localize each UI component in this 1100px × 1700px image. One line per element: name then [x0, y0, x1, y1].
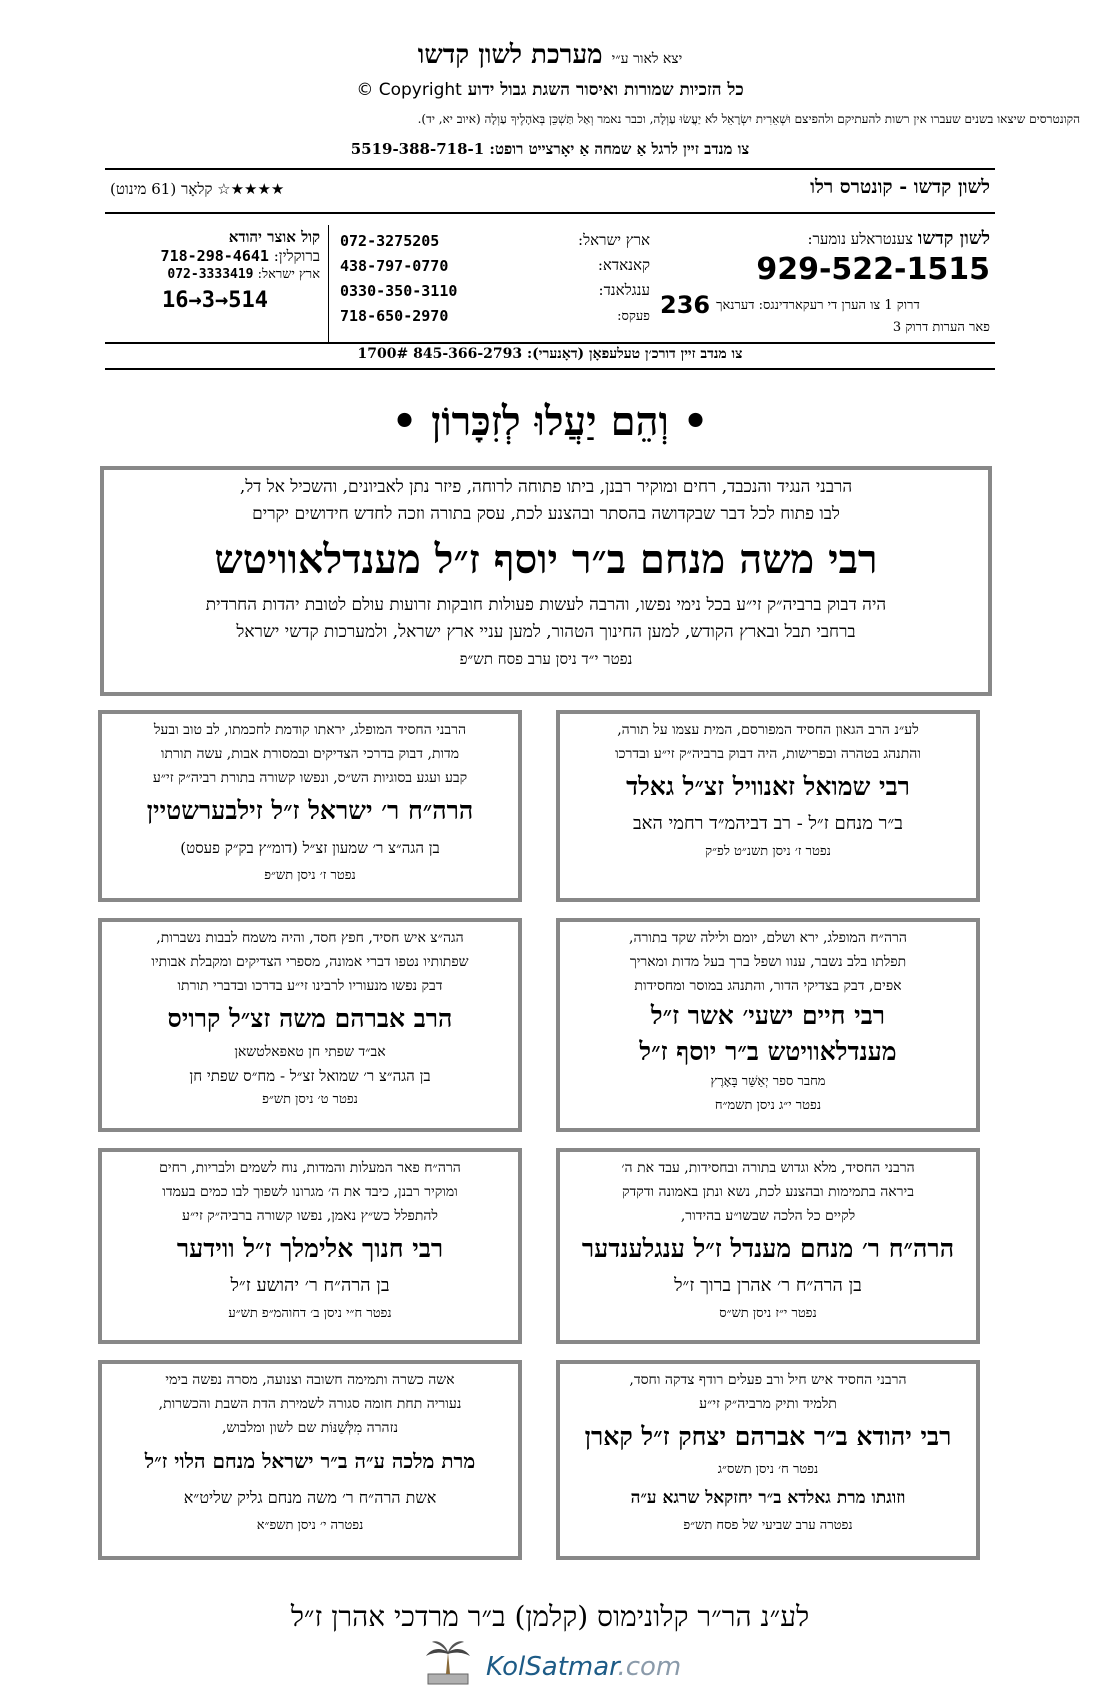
box-name: הרה״ח ר׳ ישראל ז״ל זילבערשטיין [146, 796, 474, 825]
memorial-title: • וְהֵם יַעֲלוּ לְזִכָּרוֹן • [391, 398, 709, 445]
divider [105, 342, 995, 344]
copyright-line [0, 80, 1100, 100]
footer-dedication: לע״נ הר״ר קלונימוס (קלמן) ב״ר מרדכי אהרן ז״ל [290, 1600, 810, 1633]
memorial-text: לבו פתוח לכל דבר שבקדושה בהסתר ובהצנע לכת, עסק בתורה וזכה לחדש חידושים יקרים [252, 504, 840, 524]
rating-text: ★★★★☆ קלאָר (61 מינוט) [110, 180, 285, 198]
memorial-box-glick [98, 1360, 522, 1560]
box-date: נפטר ז׳ ניסן תשנ״ט לפ״ק [705, 844, 831, 859]
box-sub: בן הרה״ח ר׳ יהושע ז״ל [230, 1275, 390, 1296]
box-sub: בן הגה״צ ר׳ שמעון זצ״ל (דומ״ץ בק״ק פעסט) [180, 839, 440, 857]
box-text: נזהרה מִלְּשַׁנּוֹת שם לשון ומלבוש, [221, 1420, 399, 1436]
main-memorial-box [100, 466, 992, 696]
warning-text: הקונטרסים שיצאו בשנים שעברו אין רשות להעתיקם ולהפיצם וּשְׁאֵרִית יִשְׂרָאֵל לֹא יַעֲשׂוּ עַוְלָה, וכבר נאמר וְאַל תַּשְׁכֵּן בְּאֹהָלֶיךָ עַוְלָה (איוב יא, יד). [417, 112, 1080, 126]
memorial-box-zilberstein [98, 710, 522, 902]
publisher-name: מערכת לשון קדשו [417, 40, 603, 70]
box-date: נפטר ז׳ ניסן תש״פ [264, 868, 356, 883]
box-text: הגה״צ איש חסיד, חפץ חסד, והיה משמח לבבות נשברות, [156, 930, 464, 946]
brooklyn-label: ברוקלין: [273, 247, 320, 265]
memorial-name: רבי משה מנחם ב״ר יוסף ז״ל מענדלאוויטש [214, 536, 878, 583]
label-england: ענגלאנד: [598, 281, 650, 299]
logo-main: KolSatmar [486, 1652, 618, 1682]
box-text: והתנהג בטהרה ובפרישות, היה דבוק ברביה״ק זי״ע ובדרכו [615, 746, 921, 762]
box-sub: בן הגה״צ ר׳ שמואל זצ״ל - מח״ס שפתי חן [189, 1067, 431, 1085]
copyright-text: Copyright © [356, 80, 462, 100]
box-sub: בן הרה״ח ר׳ אהרן ברוך ז״ל [674, 1275, 862, 1296]
brooklyn-phone[interactable]: 718-298-4641 [160, 247, 269, 265]
box-text: הרבני החסיד המופלג, יראתו קודמת לחכמתו, לב טוב ובעל [153, 722, 467, 738]
box-text: הרה״ח המופלג, ירא ושלם, יומם ולילה שקד בתורה, [629, 930, 907, 946]
box-sub: אשת הרה״ח ר׳ משה מנחם גליק שליט״א [183, 1488, 437, 1507]
kol-otzar-title: קול אוצר יהודא [228, 228, 320, 246]
divider [105, 212, 995, 214]
box-name: מרת מלכה ע״ה ב״ר ישראל מנחם הלוי ז״ל [144, 1449, 476, 1473]
press-instructions: דרוק 1 צו הערן די רעקארדינגס: דערנאך [716, 298, 920, 313]
box-text: נעוריה תחת חומה סגורה לשמירת הדת השבת והכשרות, [158, 1396, 462, 1412]
publisher-prefix: יצא לאור ע״י [611, 51, 683, 67]
phone-donation-line: צו מנדב זיין דורכ׳ן טעלעפאָן (דאָנערי): 845-366-2793 1700# [357, 346, 743, 362]
extension-path: 16→3→514 [162, 288, 268, 313]
international-numbers [340, 228, 650, 328]
label-israel: ארץ ישראל: [578, 231, 650, 249]
box-text: ומוקיר רבנן, כיבד את ה׳ מגרונו לשפוך לבו כמים בעמדו [162, 1184, 458, 1200]
memorial-text: ברחבי תבל ובארץ הקודש, למען החינוך הטהור, למען עניי ארץ ישראל, ולמערכות קדשי ישראל [236, 622, 856, 642]
booklet-title: לשון קדשו - קונטרס רלו [810, 176, 990, 198]
box-text: להתפלל כש״ץ נאמן, נפשו קשורה ברביה״ק זי״ע [182, 1208, 438, 1224]
box-sub: נפטר ח׳ ניסן תשס״ג [717, 1462, 819, 1477]
israel-phone[interactable]: 072-3333419 [167, 267, 254, 282]
box-sub: מחבר ספר יְאַשֵּׁר בָּאָרֶץ [710, 1074, 826, 1089]
main-contact-label: לשון קדשו [917, 228, 990, 249]
kol-otzar-yehuda [110, 228, 320, 313]
publisher-title [0, 40, 1100, 70]
box-sub: ב״ר מנחם ז״ל - רב דביהמ״ד רחמי האב [633, 813, 903, 834]
box-date: נפטרה ערב שביעי של פסח תש״פ [683, 1518, 853, 1533]
box-text: הרה״ח פאר המעלות והמדות, נוח לשמים ולבריות, רחים [159, 1160, 461, 1176]
box-date: נפטר ט׳ ניסן תש״פ [262, 1092, 358, 1107]
memorial-box-karen [556, 1360, 980, 1560]
rights-text: כל הזכיות שמורות ואיסור השגת גבול ידוע [467, 80, 744, 100]
phone-england[interactable]: 0330-350-3110 [340, 281, 458, 300]
memorial-box-gold [556, 710, 980, 902]
box-text: ביראה בתמימות ובהצנע לכת, נשא ונתן באמונה ודקדק [622, 1184, 914, 1200]
box-name: רבי יהודא ב״ר אברהם יצחק ז״ל קארן [584, 1422, 952, 1451]
box-sub: וזוגתו מרת גאלדא ב״ר יחזקאל שרגא ע״ה [630, 1488, 906, 1508]
divider [105, 168, 995, 170]
main-contact-sub: צענטראלע נומער: [807, 230, 913, 248]
box-text: הרבני החסיד איש חיל ורב פעלים רודף צדקה וחסד, [629, 1372, 907, 1388]
israel-label: ארץ ישראל: [257, 267, 320, 282]
memorial-text: הרבני הנגיד והנכבד, רחים ומוקיר רבנן, ביתו פתוחה לרוחה, פיזר נתן לאביונים, והשכיל אל דל, [239, 477, 853, 497]
box-date: נפטרה י׳ ניסן תשפ״א [256, 1518, 364, 1533]
box-text: לע״נ הרב הגאון החסיד המפורסם, המית עצמו על תורה, [617, 722, 919, 738]
phone-israel[interactable]: 072-3275205 [340, 231, 440, 250]
box-text: תלמיד ותיק מרביה״ק זי״ע [699, 1396, 837, 1412]
box-name: הרה״ח ר׳ מנחם מענדל ז״ל ענגלענדער [581, 1234, 955, 1263]
press-number: 236 [660, 291, 711, 319]
phone-canada[interactable]: 438-797-0770 [340, 256, 449, 275]
box-name: רבי חנוך אלימלך ז״ל ווידער [176, 1234, 444, 1263]
box-text: שפתותיו נטפו דברי אמונה, מספרי הצדיקים ומקבלת אבותיו [151, 954, 469, 970]
main-phone[interactable]: 929-522-1515 [756, 252, 990, 287]
memorial-text: היה דבוק ברביה״ק זי״ע בכל נימי נפשו, והרבה לעשות פעולות חובקות זרועות עולם לטובת יהדות החרדית [205, 595, 887, 615]
contacts-divider [328, 225, 329, 343]
press-notes: פאר הערות דרוק 3 [892, 320, 990, 335]
box-name: רבי שמואל זאנוויל זצ״ל גאלד [626, 772, 910, 801]
label-fax: פעקס: [617, 308, 650, 324]
box-text: הרבני החסיד, מלא וגדוש בתורה ובחסידות, עבד את ה׳ [621, 1160, 915, 1176]
dedication-line: צו מנדב זיין לרגל אַ שמחה אַ יאָרצייט רופט: 5519-388-718-1 [350, 140, 750, 158]
phone-fax[interactable]: 718-650-2970 [340, 306, 449, 325]
box-text: תפלתו בלב נשבר, ענוו ושפל ברך בעל מדות ומאריך [629, 954, 907, 970]
box-text: לקיים כל הלכה שבשו״ע בהידור, [680, 1208, 856, 1224]
box-text: אפים, דבק בצדיקי הדור, והתנהג במוסר ומחסידות [634, 978, 902, 994]
box-text: קבע ועגע בסוגיות הש״ס, ונפשו קשורה בתורת רביה״ק זי״ע [152, 770, 468, 786]
box-date: נפטר ח״י ניסן ב׳ דחוהמ״פ תש״ע [228, 1306, 392, 1321]
box-name: רבי חיים ישעי׳ אשר ז״ל [650, 1001, 886, 1030]
box-text: אשה כשרה ותמימה חשובה וצנועה, מסרה נפשה בימי [165, 1372, 455, 1388]
box-name: הרב אברהם משה זצ״ל קרויס [167, 1004, 453, 1033]
box-date: נפטר י״ז ניסן תש״ס [719, 1306, 817, 1321]
palm-tree-logo-icon [420, 1638, 476, 1688]
memorial-date: נפטר י״ד ניסן ערב פסח תש״פ [459, 650, 633, 668]
label-canada: קאנאדא: [597, 256, 650, 274]
box-text: דבק נפשו מנעוריו לרבינו זי״ע בדרכו ובדברי תורתו [177, 978, 443, 994]
box-sub: אב״ד שפתי חן טאפאלטשאן [234, 1044, 386, 1060]
box-text: מדות, דבוק בדרכי הצדיקים ובמסורת אבות, עשה תורתו [160, 746, 460, 762]
main-contact [660, 228, 990, 335]
divider [105, 368, 995, 370]
memorial-box-englander [556, 1148, 980, 1344]
box-date: נפטר י״ג ניסן תשמ״ח [714, 1098, 822, 1113]
logo-suffix: .com [617, 1652, 682, 1682]
memorial-box-kraus [98, 918, 522, 1132]
site-logo[interactable] [486, 1652, 681, 1682]
memorial-box-mendlowitz [556, 918, 980, 1132]
memorial-box-weider [98, 1148, 522, 1344]
box-name: מענדלאוויטש ב״ר יוסף ז״ל [639, 1037, 897, 1066]
